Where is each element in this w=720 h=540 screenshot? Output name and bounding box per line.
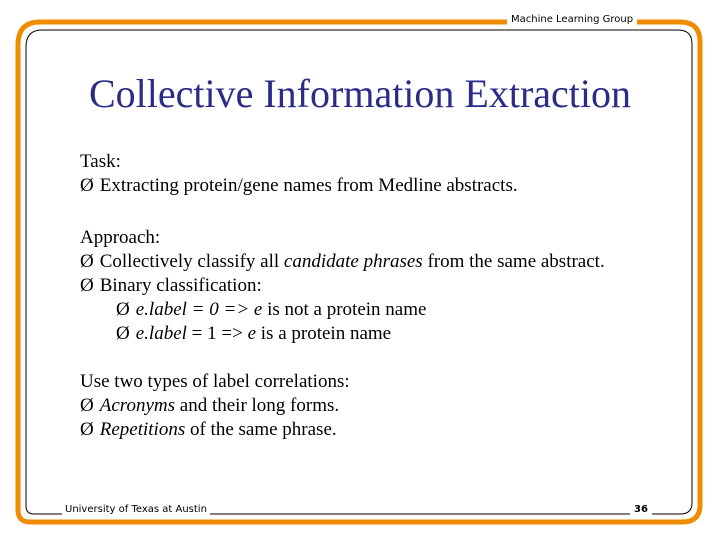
header-group-name: Machine Learning Group [507, 14, 637, 25]
sub1-zero: 0 [209, 299, 219, 320]
arrow-bullet-icon: Ø [116, 299, 130, 320]
sub1-equals: = [186, 299, 210, 320]
sub1-post: is not a protein name [262, 299, 427, 320]
task-section [80, 150, 518, 198]
footer-institution: University of Texas at Austin [62, 504, 210, 515]
sub1-label: e.label [135, 299, 187, 320]
sub2-e: e [247, 323, 257, 344]
correlations-bullet-2-em: Repetitions [99, 419, 186, 440]
task-heading: Task: [80, 151, 121, 172]
arrow-bullet-icon: Ø [80, 395, 94, 416]
arrow-bullet-icon: Ø [116, 323, 130, 344]
task-bullet-1-text: Extracting protein/gene names from Medline abstracts. [99, 175, 518, 196]
sub2-label: e.label [135, 323, 187, 344]
sub2-post: is a protein name [256, 323, 392, 344]
sub1-e: e [253, 299, 263, 320]
approach-bullet-1-pre: Collectively classify all [99, 251, 284, 272]
correlations-bullet-1-post: and their long forms. [175, 395, 340, 416]
arrow-bullet-icon: Ø [80, 251, 94, 272]
slide-title: Collective Information Extraction [88, 71, 632, 116]
correlations-heading: Use two types of label correlations: [80, 371, 350, 392]
approach-heading: Approach: [80, 227, 161, 248]
correlations-bullet-1-em: Acronyms [99, 395, 176, 416]
sub1-arrow: => [218, 299, 254, 320]
arrow-bullet-icon: Ø [80, 275, 94, 296]
sub2-mid: = 1 => [186, 323, 248, 344]
approach-sub-bullet-2 [80, 322, 605, 346]
approach-bullet-1-post: from the same abstract. [422, 251, 605, 272]
correlations-bullet-2 [80, 418, 350, 442]
arrow-bullet-icon: Ø [80, 419, 94, 440]
approach-bullet-2 [80, 274, 605, 298]
approach-section [80, 226, 605, 346]
approach-sub-bullet-1 [80, 298, 605, 322]
correlations-section [80, 370, 350, 442]
approach-bullet-2-text: Binary classification: [99, 275, 262, 296]
correlations-bullet-1 [80, 394, 350, 418]
footer-page-number: 36 [630, 504, 652, 515]
task-bullet-1 [80, 174, 518, 198]
approach-bullet-1-em: candidate phrases [283, 251, 423, 272]
approach-bullet-1 [80, 250, 605, 274]
arrow-bullet-icon: Ø [80, 175, 94, 196]
correlations-bullet-2-post: of the same phrase. [185, 419, 337, 440]
